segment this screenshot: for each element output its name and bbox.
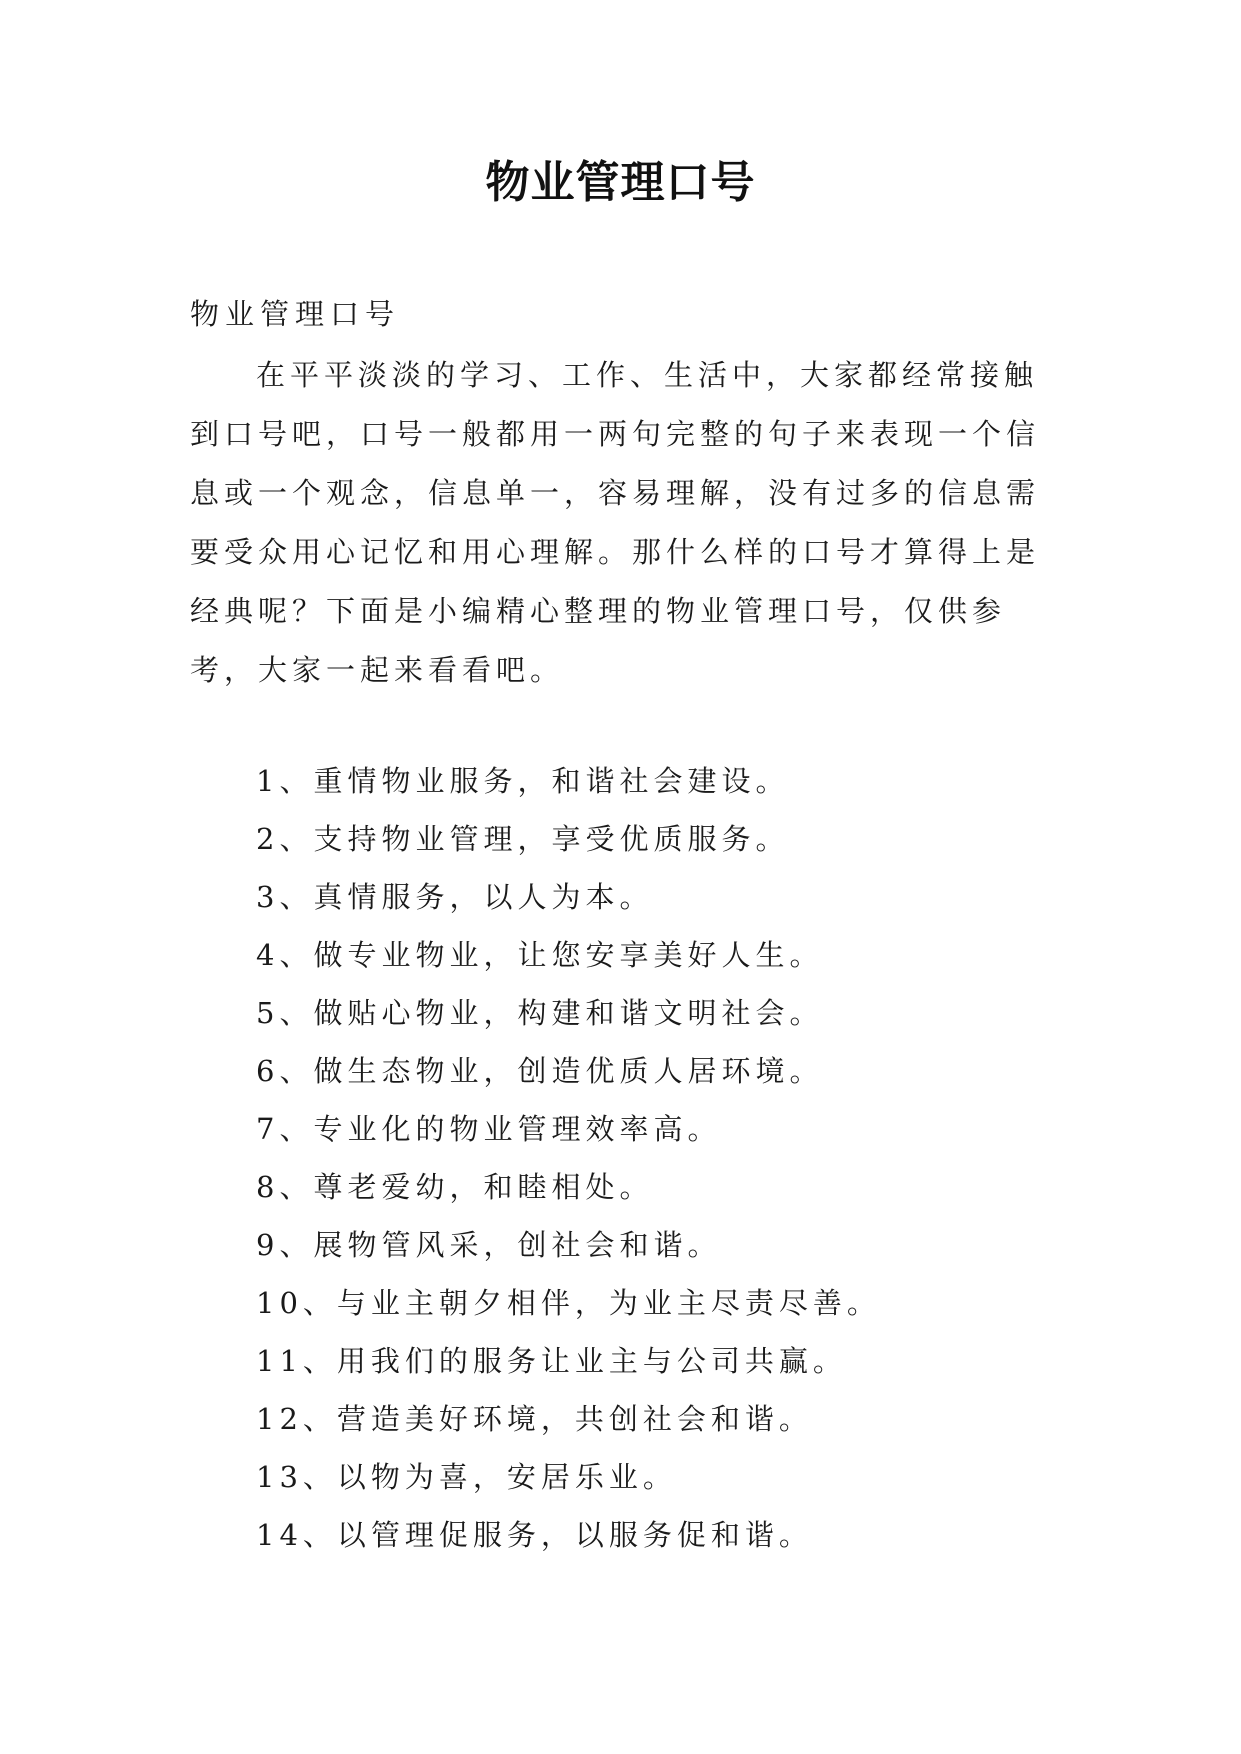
slogan-item: 2、支持物业管理，享受优质服务。	[256, 822, 790, 856]
slogan-item: 9、展物管风采，创社会和谐。	[256, 1228, 722, 1262]
slogan-item: 7、专业化的物业管理效率高。	[256, 1112, 722, 1146]
slogan-item: 6、做生态物业，创造优质人居环境。	[256, 1054, 824, 1088]
slogan-item: 3、真情服务，以人为本。	[256, 880, 654, 914]
slogan-list	[256, 752, 881, 1564]
slogan-item: 12、营造美好环境，共创社会和谐。	[256, 1402, 813, 1436]
slogan-item: 11、用我们的服务让业主与公司共赢。	[256, 1344, 847, 1378]
intro-paragraph: 在平平淡淡的学习、工作、生活中，大家都经常接触到口号吧，口号一般都用一两句完整的句子来表现一个信息或一个观念，信息单一，容易理解，没有过多的信息需要受众用心记忆和用心理解。那什么样的口号才算得上是经典呢？下面是小编精心整理的物业管理口号，仅供参考，大家一起来看看吧。	[190, 358, 1041, 687]
slogan-item: 1、重情物业服务，和谐社会建设。	[256, 764, 790, 798]
document-title: 物业管理口号	[485, 157, 756, 208]
document-subtitle: 物业管理口号	[190, 297, 401, 331]
slogan-item: 10、与业主朝夕相伴，为业主尽责尽善。	[256, 1286, 881, 1320]
slogan-item: 5、做贴心物业，构建和谐文明社会。	[256, 996, 824, 1030]
slogan-item: 8、尊老爱幼，和睦相处。	[256, 1170, 654, 1204]
slogan-item: 14、以管理促服务，以服务促和谐。	[256, 1518, 813, 1552]
slogan-item: 13、以物为喜，安居乐业。	[256, 1460, 677, 1494]
slogan-item: 4、做专业物业，让您安享美好人生。	[256, 938, 824, 972]
